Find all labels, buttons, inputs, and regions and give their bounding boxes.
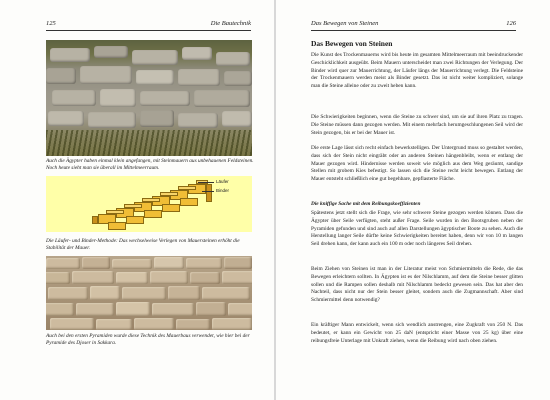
label-binder: Binder — [216, 188, 230, 193]
page-number: 126 — [506, 20, 516, 27]
caption-stone-wall: Auch die Ägypter haben einmal klein angefangen, mit Steinmauern aus unbehauenen Feldsteinen. Noch heute sieht man sie überall im Mittelmeerraum. — [46, 158, 254, 172]
label-laeufer: Läufer — [216, 179, 229, 184]
laeufer-leader — [198, 182, 214, 183]
paragraph-3: Die erste Lage lässt sich recht einfach bewerkstelligen. Der Untergrund muss so gestaltet werden, dass sich der Stein nicht eingräbt oder an anderen Steinen hängenbleibt, wenn er entlang der Mauer gezogen wird. Hindernisse werden soweit wie möglich aus dem Weg geräumt, sandige Stellen mit grobem Kies befestigt. So lassen sich die Steine recht leicht bewegen. Entlang der Mauer entsteht schließlich eine gut begehbare, gepflasterte Fläche. — [311, 145, 523, 183]
left-page-header — [46, 20, 251, 32]
caption-diagram: Die Läufer- und Binder-Methode: Das wechselweise Verlegen von Mauersteinen erhöht die Stabilität der Mauer. — [46, 238, 240, 252]
paragraph-2: Die Schwierigkeiten beginnen, wenn die Steine zu schwer sind, um sie auf ihren Platz zu tragen. Die Steine müssen dann gezogen werden. Mit einem mehrfach herumgeschlungenen Seil wird der Stein gezogen, bis er bei der Mauer ist. — [311, 114, 523, 136]
right-page-header — [311, 20, 516, 32]
page-number: 125 — [46, 20, 56, 27]
subheading: Die kniffige Sache mit dem Reibungskoeffizienten — [311, 201, 421, 207]
pyramid-stones-photo — [46, 256, 252, 330]
paragraph-6: Ein kräftiger Mann entwickelt, wenn sich wendlich anstrengen, eine Zugkraft von 250 N. Das bedeutet, er kann ein Gewicht von 25 daN (entspricht einer Masse von 25 kg) über eine reibungsfreie Unterlage mit Unkraft ziehen, wenn die Reibung wird nach oben ziehen. — [311, 322, 523, 344]
stone-wall-photo — [46, 40, 252, 156]
paragraph-5: Beim Ziehen von Steinen ist man in der Literatur meist von Schmiermitteln die Rede, die das Bewegen erleichtern sollten. In Ägypten ist es der Nilschlamm, auf dem die Steine besser glitten sollen und die Rampen sollen deshalb mit Nilschlamm bedeckt gewesen sein. Das hat aber den Nachteil, dass nicht nur der Stein besser gleitet, sondern auch die Zugmannschaft. Aber sind Schmiermittel denn notwendig? — [311, 266, 523, 304]
running-title: Das Bewegen von Steinen — [311, 20, 379, 27]
section-title: Das Bewegen von Steinen — [311, 39, 393, 48]
running-title: Die Bautechnik — [210, 20, 251, 27]
right-page — [276, 0, 550, 400]
caption-pyramid: Auch bei den ersten Pyramiden wurde diese Technik des Mauerbaus verwendet, wie hier bei der Pyramide des Djoser in Sakkara. — [46, 333, 250, 347]
paragraph-4: Spätestens jetzt stellt sich die Frage, wie sehr schwere Steine gezogen werden können. Dass die Ägypter über Seile verfügten, steht außer Frage. Seile wurden in den Bootsgruben neben der Pyramiden gefunden und sind auch auf allen Darstellungen ägyptischer Boote zu sehen. Auch die Herstellung langer Seile dürfte keine Schwierigkeiten bereitet haben, denn wir von 10 m langen Seil drehen kann, der kann auch ein 100 m oder noch längeres Seil drehen. — [311, 210, 523, 248]
binder-leader — [202, 191, 214, 192]
left-page — [0, 0, 274, 400]
paragraph-1: Die Kunst des Trockenmauerns wird bis heute im gesamten Mittelmeerraum mit beeindruckender Geschicklichkeit ausgeübt. Beim Mauern unterscheidet man zwei Richtungen der Verlegung. Der Binder wird quer zur Mauerrichtung, der Läufer längs der Mauerrichtung verlegt. Die Feldsteine der Trockenmauern werden meist als Binder gesetzt. Das ist nicht weiter kompliziert, solange man die Steine alleine oder zu zweit heben kann. — [311, 52, 523, 90]
header-rule — [46, 30, 251, 31]
laeufer-binder-diagram — [46, 176, 252, 232]
header-rule — [311, 30, 516, 31]
